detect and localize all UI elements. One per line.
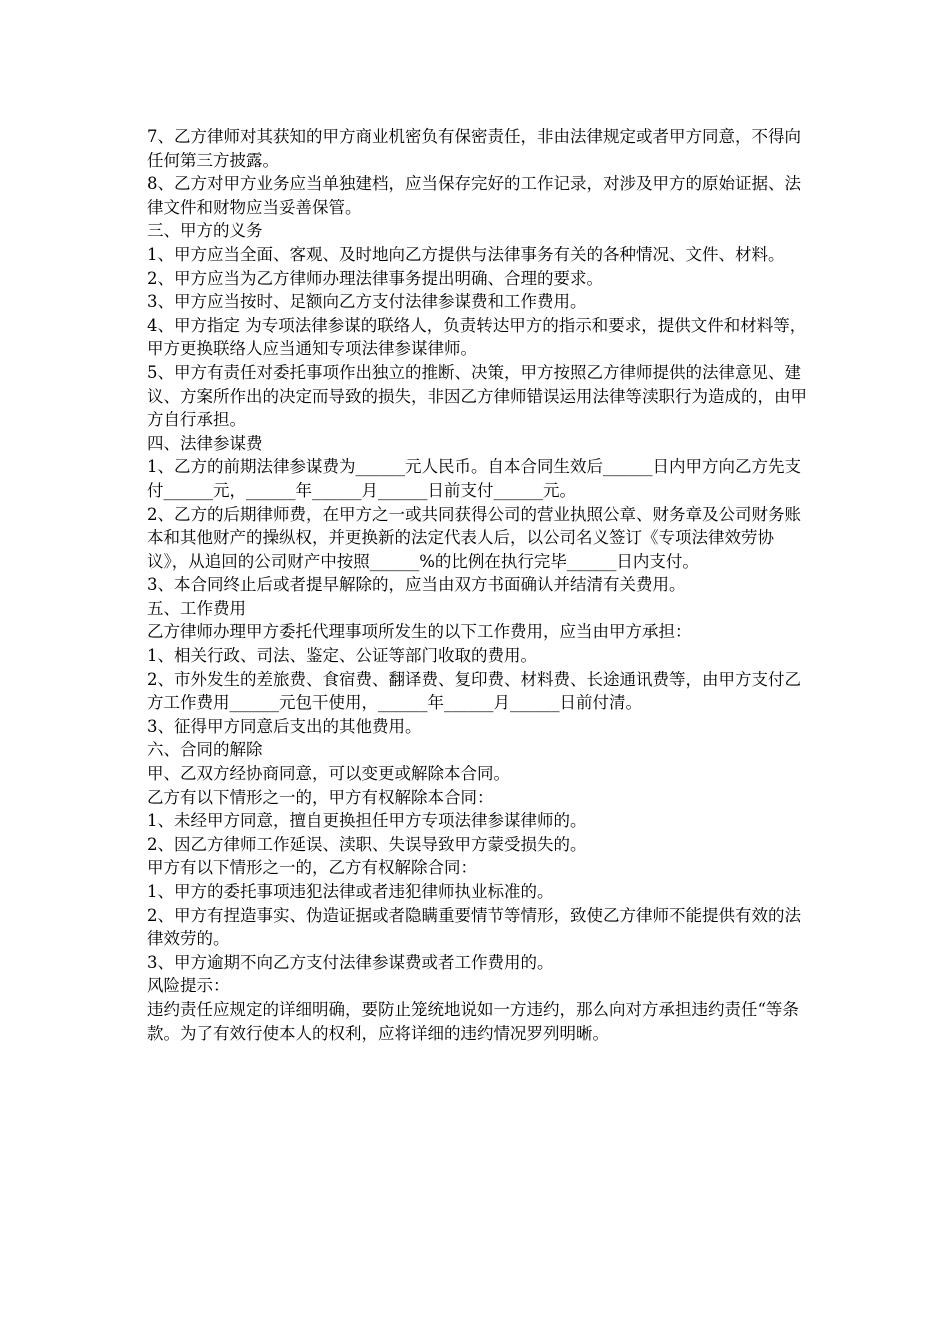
paragraph-a-5: 5、甲方有责任对委托事项作出独立的推断、决策，甲方按照乙方律师提供的法律意见、建议、方案所作出的决定而导致的损失，非因乙方律师错误运用法律等渎职行为造成的，由甲方自行承担。 (147, 362, 807, 430)
paragraph-termination-party-b-cases: 乙方有以下情形之一的，甲方有权解除本合同： (147, 787, 494, 807)
paragraph-a-4: 4、甲方指定 为专项法律参谋的联络人，负责转达甲方的指示和要求，提供文件和材料等，甲方更换联络人应当通知专项法律参谋律师。 (147, 315, 807, 359)
paragraph-fee-2: 2、乙方的后期律师费，在甲方之一或共同获得公司的营业执照公章、财务章及公司财务账本和其他财产的操纵权，并更换新的法定代表人后，以公司名义签订《专项法律效劳协议》，从追回的公司财产中按照______%的比例在执行完毕______日内支付。 (147, 504, 801, 571)
paragraph-expenses-1: 1、相关行政、司法、鉴定、公证等部门收取的费用。 (147, 646, 537, 666)
paragraph-expenses-2: 2、市外发生的差旅费、食宿费、翻译费、复印费、材料费、长途通讯费等，由甲方支付乙方工作费用______元包干使用，______年______月______日前付清。 (147, 669, 801, 713)
paragraph-a-2: 2、甲方应当为乙方律师办理法律事务提出明确、合理的要求。 (147, 268, 603, 288)
paragraph-fee-1: 1、乙方的前期法律参谋费为______元人民币。自本合同生效后______日内甲方向乙方先支付______元，______年______月______日前支付______元。 (147, 457, 801, 500)
paragraph-7-confidentiality: 7、乙方律师对其获知的甲方商业机密负有保密责任，非由法律规定或者甲方同意，不得向任何第三方披露。 (147, 127, 801, 170)
section-heading-termination: 六、合同的解除 (147, 740, 263, 760)
section-heading-party-a-obligations: 三、甲方的义务 (147, 221, 263, 241)
paragraph-fee-3: 3、本合同终止后或者提早解除的，应当由双方书面确认并结清有关费用。 (147, 575, 686, 595)
paragraph-termination-party-a-cases: 甲方有以下情形之一的，乙方有权解除合同： (147, 858, 477, 878)
paragraph-a-3: 3、甲方应当按时、足额向乙方支付法律参谋费和工作费用。 (147, 292, 587, 312)
section-heading-legal-fee: 四、法律参谋费 (147, 433, 263, 453)
risk-tip-text: 违约责任应规定的详细明确，要防止笼统地说如一方违约，那么向对方承担违约责任“等条款。为了有效行使本人的权利，应将详细的违约情况罗列明晰。 (147, 999, 799, 1043)
risk-tip-heading: 风险提示： (147, 976, 230, 996)
document-body (147, 125, 812, 1045)
paragraph-a-1: 1、甲方应当全面、客观、及时地向乙方提供与法律事务有关的各种情况、文件、材料。 (147, 244, 785, 264)
paragraph-expenses-intro: 乙方律师办理甲方委托代理事项所发生的以下工作费用，应当由甲方承担： (147, 622, 692, 642)
paragraph-termination-a-1: 1、甲方的委托事项违犯法律或者违犯律师执业标准的。 (147, 882, 554, 901)
paragraph-8-records: 8、乙方对甲方业务应当单独建档，应当保存完好的工作记录，对涉及甲方的原始证据、法律文件和财物应当妥善保管。 (147, 174, 801, 217)
paragraph-termination-a-3: 3、甲方逾期不向乙方支付法律参谋费或者工作费用的。 (147, 952, 554, 972)
section-heading-work-expenses: 五、工作费用 (147, 598, 246, 618)
paragraph-termination-mutual: 甲、乙双方经协商同意，可以变更或解除本合同。 (147, 764, 510, 784)
paragraph-expenses-3: 3、征得甲方同意后支出的其他费用。 (147, 716, 422, 736)
paragraph-termination-a-2: 2、甲方有捏造事实、伪造证据或者隐瞒重要情节等情形，致使乙方律师不能提供有效的法律效劳的。 (147, 905, 801, 949)
paragraph-termination-b-2: 2、因乙方律师工作延误、渎职、失误导致甲方蒙受损失的。 (147, 834, 587, 854)
paragraph-termination-b-1: 1、未经甲方同意，擅自更换担任甲方专项法律参谋律师的。 (147, 811, 587, 831)
